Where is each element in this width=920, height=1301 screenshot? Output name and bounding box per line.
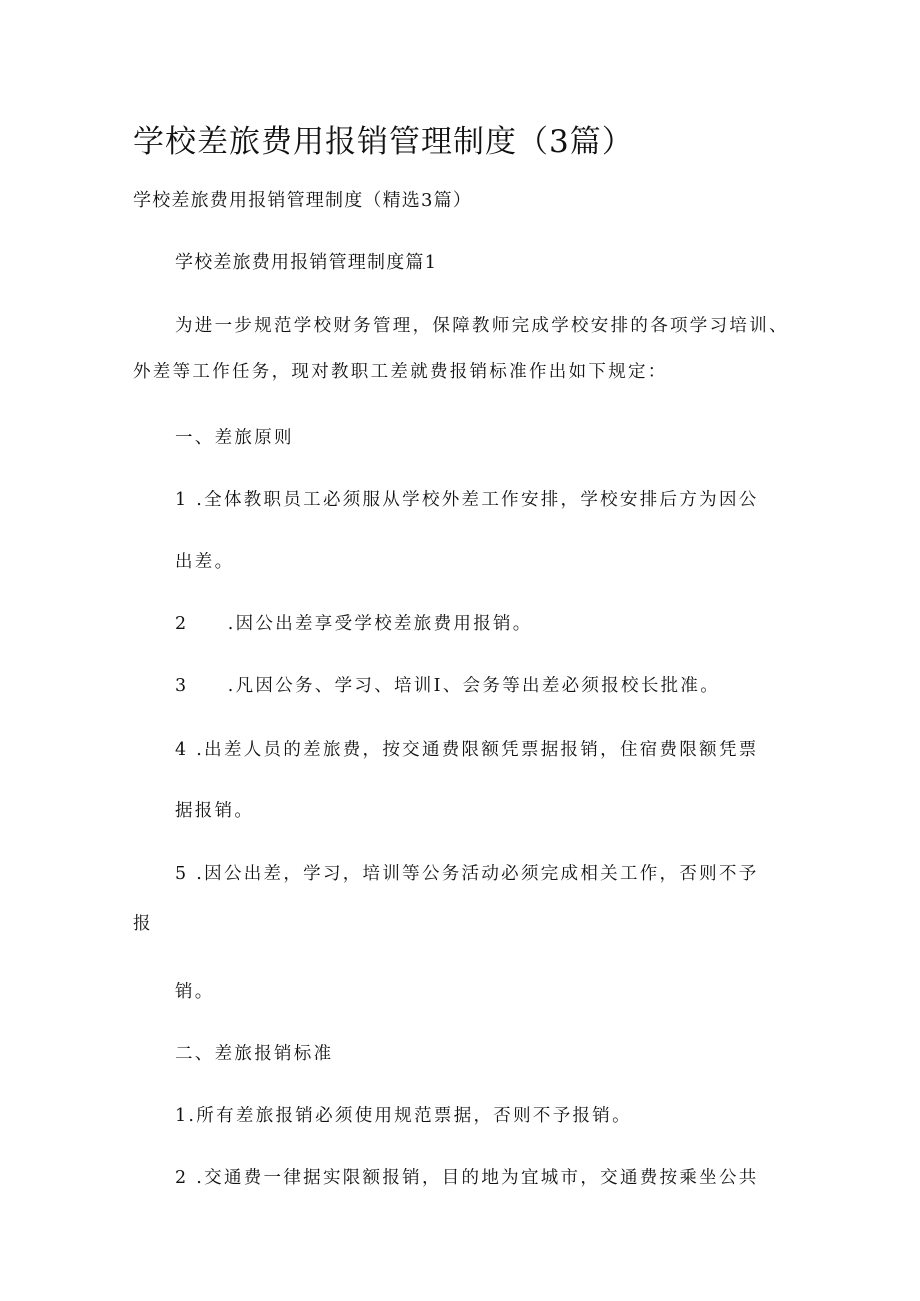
intro-paragraph-line: 外差等工作任务，现对教职工差就费报销标准作出如下规定： xyxy=(133,362,668,382)
list-item-4: 4 .出差人员的差旅费，按交通费限额凭票据报销，住宿费限额凭票 xyxy=(175,740,759,760)
list-item-1: 1 .全体教职员工必须服从学校外差工作安排，学校安排后方为因公 xyxy=(175,490,759,510)
intro-paragraph-line: 为进一步规范学校财务管理，保障教师完成学校安排的各项学习培训、 xyxy=(175,316,789,336)
standard-item-1: 1.所有差旅报销必须使用规范票据，否则不予报销。 xyxy=(175,1106,632,1126)
list-item-3: 3 .凡因公务、学习、培训I、会务等出差必须报校长批准。 xyxy=(175,676,721,696)
document-title: 学校差旅费用报销管理制度（3篇） xyxy=(133,124,634,160)
list-item-4-continuation: 据报销。 xyxy=(175,801,255,821)
list-item-5-continuation: 销。 xyxy=(175,982,215,1002)
list-item-1-continuation: 出差。 xyxy=(175,552,235,572)
list-item-5: 5 .因公出差，学习，培训等公务活动必须完成相关工作，否则不予 xyxy=(175,864,759,884)
part-heading-standards: 二、差旅报销标准 xyxy=(175,1044,334,1064)
standard-item-2: 2 .交通费一律据实限额报销，目的地为宜城市，交通费按乘坐公共 xyxy=(175,1168,759,1188)
document-subtitle: 学校差旅费用报销管理制度（精选3篇） xyxy=(133,190,473,211)
section-heading: 学校差旅费用报销管理制度篇1 xyxy=(175,252,438,273)
list-item-5-continuation: 报 xyxy=(133,914,153,934)
list-item-2: 2 .因公出差享受学校差旅费用报销。 xyxy=(175,614,533,634)
part-heading-principles: 一、差旅原则 xyxy=(175,428,294,448)
